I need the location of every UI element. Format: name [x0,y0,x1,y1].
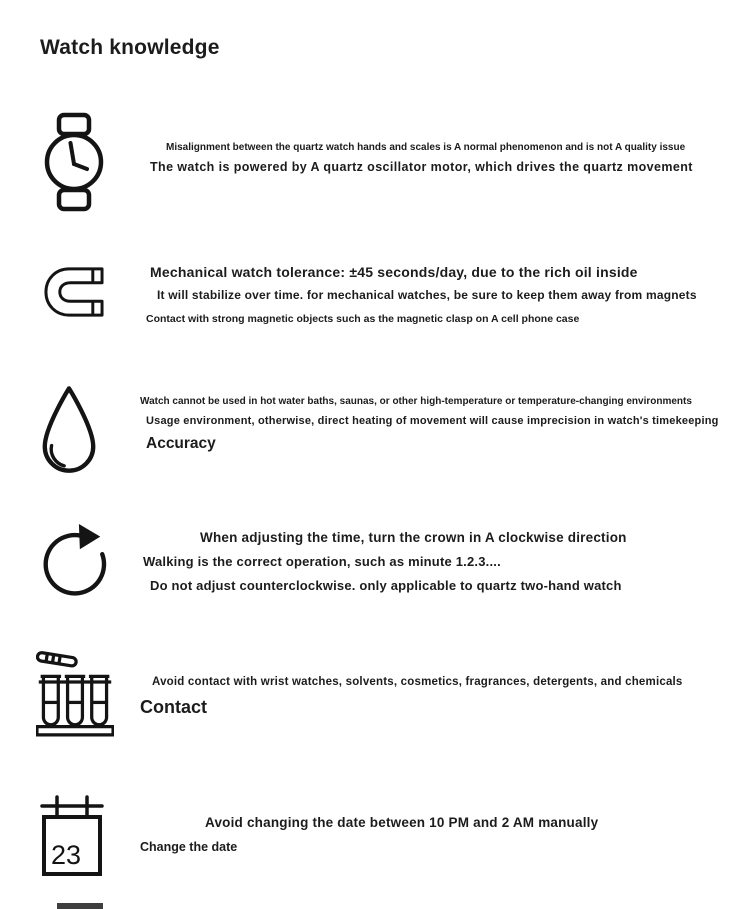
text-line: Watch cannot be used in hot water baths, saunas, or other high-temperature or temperature-changing environments [140,396,692,407]
calendar-day-number: 23 [51,840,82,870]
text-line: Do not adjust counterclockwise. only applicable to quartz two-hand watch [150,578,622,593]
text-line: Usage environment, otherwise, direct heating of movement will cause imprecision in watch's timekeeping [146,415,719,427]
clockwise-arrow-icon [40,518,110,602]
section-chemicals [140,676,683,718]
text-line: The watch is powered by A quartz oscillator motor, which drives the quartz movement [150,160,693,174]
magnet-icon [40,262,106,322]
text-line: Avoid changing the date between 10 PM and 2 AM manually [205,815,599,830]
text-line: Avoid contact with wrist watches, solvents, cosmetics, fragrances, detergents, and chemicals [152,676,683,688]
watch-icon [42,112,106,212]
water-drop-icon [38,383,100,479]
text-line: It will stabilize over time. for mechanical watches, be sure to keep them away from magnets [157,288,697,302]
section-adjusting-time [140,530,627,593]
page-title: Watch knowledge [40,36,220,59]
section-magnet [140,264,697,325]
section-change-date [140,815,598,854]
text-line: Accuracy [146,435,216,452]
calendar-icon [40,793,104,877]
text-line: Contact [140,697,207,717]
text-line: When adjusting the time, turn the crown in A clockwise direction [200,530,627,545]
text-line: Change the date [140,840,238,854]
cropped-next-section-edge [57,903,103,909]
text-line: Contact with strong magnetic objects such as the magnetic clasp on A cell phone case [146,313,580,325]
text-line: Mechanical watch tolerance: ±45 seconds/day, due to the rich oil inside [150,264,638,280]
text-line: Misalignment between the quartz watch hands and scales is A normal phenomenon and is not A quality issue [166,142,686,153]
section-watch [140,142,693,174]
text-line: Walking is the correct operation, such as minute 1.2.3.... [143,554,501,569]
section-temperature [138,396,719,453]
test-tubes-icon [36,648,114,742]
